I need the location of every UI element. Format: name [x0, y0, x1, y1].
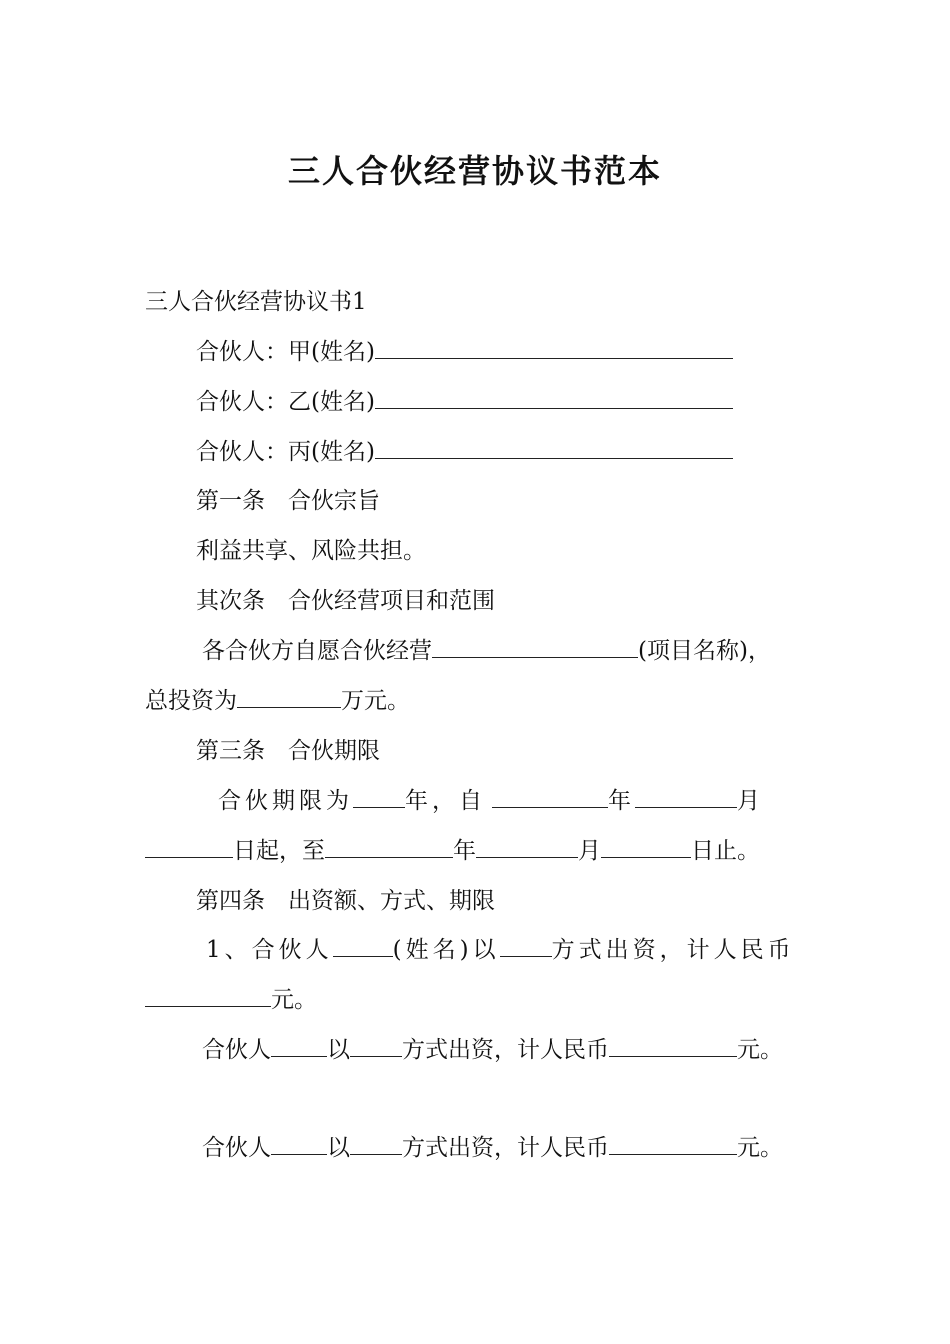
article-3-heading: 第三条 合伙期限	[196, 738, 380, 764]
article-2-text-b: (项目名称)，	[638, 638, 771, 664]
article-2-heading: 其次条 合伙经营项目和范围	[196, 588, 495, 614]
article-3-p8: 日止。	[691, 838, 760, 864]
document-title: 三人合伙经营协议书范本	[287, 152, 662, 190]
partner-c-label: 合伙人：丙(姓名)	[196, 439, 375, 465]
article-3-line-1	[218, 784, 764, 818]
partner-b-line	[196, 385, 733, 419]
article-4-item-1-line-2	[145, 983, 317, 1017]
article-4-heading: 第四条 出资额、方式、期限	[196, 888, 495, 914]
project-name-blank[interactable]	[432, 635, 638, 658]
contributor-3-line	[202, 1131, 783, 1165]
contributor-1-amount-blank[interactable]	[145, 984, 271, 1007]
article-2-line-1	[202, 634, 771, 668]
contributor-2-name-blank[interactable]	[271, 1034, 327, 1057]
end-year-blank[interactable]	[325, 835, 453, 858]
article-3-p1: 合伙期限为	[218, 788, 353, 814]
contributor-1-method-blank[interactable]	[500, 934, 552, 957]
contributor-3-method-blank[interactable]	[350, 1132, 402, 1155]
article-3-p6: 年	[453, 838, 476, 864]
partner-a-name-blank[interactable]	[375, 336, 733, 359]
article-4-item1-b: (姓名)以	[392, 937, 500, 963]
end-month-blank[interactable]	[476, 835, 578, 858]
article-3-p5: 日起，至	[233, 838, 325, 864]
total-investment-blank[interactable]	[237, 685, 341, 708]
article-2-text-c: 总投资为	[145, 688, 237, 714]
article-1-text: 利益共享、风险共担。	[196, 538, 426, 564]
partner-a-label: 合伙人：甲(姓名)	[196, 339, 375, 365]
contributor-3-text-b: 以	[327, 1135, 350, 1161]
article-3-p7: 月	[578, 838, 601, 864]
contributor-3-text-a: 合伙人	[202, 1135, 271, 1161]
article-1-heading: 第一条 合伙宗旨	[196, 488, 380, 514]
start-day-blank[interactable]	[145, 835, 233, 858]
partner-a-line	[196, 335, 733, 369]
start-month-blank[interactable]	[635, 785, 737, 808]
contributor-2-text-c: 方式出资，计人民币	[402, 1037, 609, 1063]
partner-c-name-blank[interactable]	[375, 436, 733, 459]
article-4-item1-c: 方式出资，计人民币	[551, 937, 795, 963]
article-3-p3: 年	[608, 788, 635, 814]
contributor-2-method-blank[interactable]	[350, 1034, 402, 1057]
contributor-2-text-b: 以	[327, 1037, 350, 1063]
article-2-text-d: 万元。	[341, 688, 410, 714]
contributor-3-text-d: 元。	[737, 1135, 783, 1161]
contributor-1-name-blank[interactable]	[333, 934, 393, 957]
partner-c-line	[196, 435, 733, 469]
partner-b-name-blank[interactable]	[375, 386, 733, 409]
article-4-item1-d: 元。	[271, 987, 317, 1013]
contributor-2-text-a: 合伙人	[202, 1037, 271, 1063]
article-3-p4: 月	[737, 788, 764, 814]
article-3-line-2	[145, 834, 760, 868]
article-4-item-1-line-1	[206, 933, 795, 967]
contributor-2-line	[202, 1033, 783, 1067]
partner-b-label: 合伙人：乙(姓名)	[196, 389, 375, 415]
article-4-item1-a: 1、合伙人	[206, 937, 333, 963]
term-years-blank[interactable]	[353, 785, 405, 808]
agreement-subtitle: 三人合伙经营协议书1	[145, 289, 367, 315]
contributor-3-name-blank[interactable]	[271, 1132, 327, 1155]
contributor-3-amount-blank[interactable]	[609, 1132, 737, 1155]
article-2-text-a: 各合伙方自愿合伙经营	[202, 638, 432, 664]
start-year-blank[interactable]	[492, 785, 608, 808]
contributor-2-amount-blank[interactable]	[609, 1034, 737, 1057]
contributor-2-text-d: 元。	[737, 1037, 783, 1063]
article-3-p2: 年，自	[405, 788, 486, 814]
contributor-3-text-c: 方式出资，计人民币	[402, 1135, 609, 1161]
end-day-blank[interactable]	[601, 835, 691, 858]
article-2-line-2	[145, 684, 410, 718]
